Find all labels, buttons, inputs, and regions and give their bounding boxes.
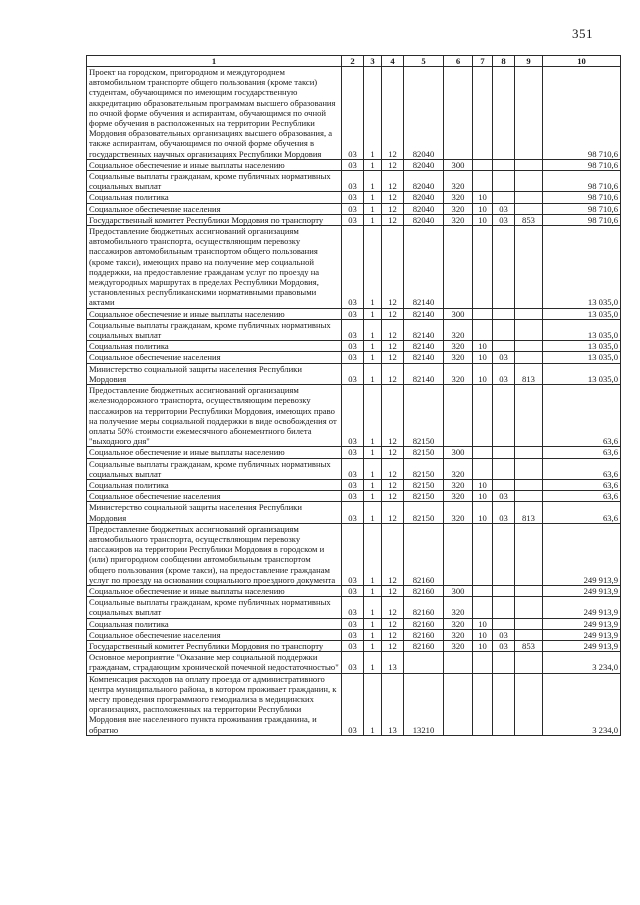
row-code-c9 <box>515 491 543 502</box>
row-code-c5: 82140 <box>404 226 444 309</box>
row-code-c9 <box>515 458 543 479</box>
row-code-c2: 03 <box>342 447 364 458</box>
row-code-c4: 12 <box>382 192 404 203</box>
row-code-c6: 320 <box>444 203 473 214</box>
row-amount: 249 913,9 <box>543 629 621 640</box>
row-code-c9 <box>515 171 543 192</box>
row-code-c8 <box>493 192 515 203</box>
row-code-c8 <box>493 479 515 490</box>
row-code-c6 <box>444 652 473 673</box>
row-code-c4: 12 <box>382 458 404 479</box>
row-code-c2: 03 <box>342 629 364 640</box>
row-code-c3: 1 <box>364 640 382 651</box>
row-amount: 98 710,6 <box>543 171 621 192</box>
row-code-c5: 82160 <box>404 523 444 585</box>
row-code-c3: 1 <box>364 652 382 673</box>
row-code-c2: 03 <box>342 341 364 352</box>
row-code-c5: 82140 <box>404 363 444 384</box>
row-code-c9 <box>515 523 543 585</box>
page-number: 351 <box>572 26 593 41</box>
table-row <box>87 308 621 319</box>
row-code-c6: 320 <box>444 192 473 203</box>
table-row <box>87 597 621 618</box>
row-code-c2: 03 <box>342 203 364 214</box>
row-code-c9: 853 <box>515 640 543 651</box>
row-code-c8: 03 <box>493 363 515 384</box>
row-code-c4: 12 <box>382 597 404 618</box>
row-code-c2: 03 <box>342 352 364 363</box>
row-code-c8 <box>493 618 515 629</box>
row-code-c5: 82140 <box>404 352 444 363</box>
row-code-c4: 12 <box>382 585 404 596</box>
col-header: 8 <box>493 56 515 67</box>
table-row <box>87 491 621 502</box>
row-label: Министерство социальной защиты населения Республики Мордовия <box>87 363 342 384</box>
row-code-c6 <box>444 523 473 585</box>
row-code-c4: 12 <box>382 502 404 523</box>
row-code-c3: 1 <box>364 214 382 225</box>
row-code-c9 <box>515 479 543 490</box>
row-code-c6: 320 <box>444 341 473 352</box>
row-code-c5: 82160 <box>404 585 444 596</box>
row-code-c6: 300 <box>444 585 473 596</box>
row-code-c6: 320 <box>444 352 473 363</box>
row-code-c4: 12 <box>382 352 404 363</box>
table-row <box>87 226 621 309</box>
row-code-c9 <box>515 385 543 447</box>
row-amount: 98 710,6 <box>543 192 621 203</box>
row-code-c6: 320 <box>444 491 473 502</box>
row-code-c7 <box>473 159 493 170</box>
row-code-c7 <box>473 67 493 160</box>
row-code-c4: 12 <box>382 640 404 651</box>
row-label: Социальное обеспечение и иные выплаты населению <box>87 159 342 170</box>
row-code-c8: 03 <box>493 352 515 363</box>
row-code-c6 <box>444 673 473 735</box>
row-code-c5: 82040 <box>404 203 444 214</box>
row-label: Социальное обеспечение населения <box>87 491 342 502</box>
row-code-c7: 10 <box>473 491 493 502</box>
row-label: Предоставление бюджетных ассигнований организациям автомобильного транспорта, осуществляющим перевозку пассажиров автомобильным транспортом общего пользования (кроме такси), имеющих право на получение мер социальной поддержки, на предоставление гражданам услуг по проезду на междугородных маршрутах в пределах Республики Мордовия, установленных республиканскими нормативными правовыми актами <box>87 226 342 309</box>
row-amount: 63,6 <box>543 458 621 479</box>
row-code-c5: 82150 <box>404 458 444 479</box>
row-code-c3: 1 <box>364 341 382 352</box>
row-code-c4: 12 <box>382 447 404 458</box>
row-code-c7 <box>473 226 493 309</box>
row-code-c9 <box>515 629 543 640</box>
row-code-c7: 10 <box>473 192 493 203</box>
row-code-c5: 82160 <box>404 618 444 629</box>
row-amount: 13 035,0 <box>543 352 621 363</box>
row-code-c3: 1 <box>364 479 382 490</box>
row-code-c7 <box>473 523 493 585</box>
row-code-c3: 1 <box>364 226 382 309</box>
row-code-c3: 1 <box>364 67 382 160</box>
row-code-c6 <box>444 226 473 309</box>
table-row <box>87 192 621 203</box>
row-code-c8 <box>493 319 515 340</box>
row-code-c9 <box>515 203 543 214</box>
row-code-c2: 03 <box>342 308 364 319</box>
row-code-c3: 1 <box>364 585 382 596</box>
row-code-c5: 82150 <box>404 479 444 490</box>
row-label: Государственный комитет Республики Мордовия по транспорту <box>87 640 342 651</box>
row-code-c7 <box>473 447 493 458</box>
table-row <box>87 352 621 363</box>
row-amount: 13 035,0 <box>543 341 621 352</box>
row-code-c4: 12 <box>382 479 404 490</box>
row-label: Социальное обеспечение и иные выплаты населению <box>87 308 342 319</box>
row-code-c8: 03 <box>493 214 515 225</box>
row-code-c6 <box>444 67 473 160</box>
row-amount: 98 710,6 <box>543 67 621 160</box>
row-code-c7 <box>473 171 493 192</box>
row-label: Социальное обеспечение населения <box>87 352 342 363</box>
row-code-c6: 320 <box>444 597 473 618</box>
row-code-c2: 03 <box>342 192 364 203</box>
row-label: Министерство социальной защиты населения Республики Мордовия <box>87 502 342 523</box>
row-code-c9 <box>515 192 543 203</box>
table-row <box>87 479 621 490</box>
row-code-c2: 03 <box>342 67 364 160</box>
row-code-c6: 320 <box>444 640 473 651</box>
row-code-c7 <box>473 652 493 673</box>
row-code-c7: 10 <box>473 203 493 214</box>
row-label: Социальная политика <box>87 618 342 629</box>
row-code-c4: 12 <box>382 203 404 214</box>
row-code-c8 <box>493 67 515 160</box>
row-code-c2: 03 <box>342 214 364 225</box>
row-code-c8: 03 <box>493 502 515 523</box>
row-code-c4: 12 <box>382 159 404 170</box>
row-code-c3: 1 <box>364 319 382 340</box>
row-code-c4: 12 <box>382 319 404 340</box>
col-header: 1 <box>87 56 342 67</box>
row-amount: 63,6 <box>543 447 621 458</box>
row-code-c8: 03 <box>493 640 515 651</box>
row-amount: 98 710,6 <box>543 203 621 214</box>
row-code-c9 <box>515 319 543 340</box>
row-code-c4: 12 <box>382 491 404 502</box>
row-code-c2: 03 <box>342 523 364 585</box>
row-code-c6: 320 <box>444 618 473 629</box>
row-label: Предоставление бюджетных ассигнований организациям железнодорожного транспорта, осуществляющим перевозку пассажиров на территории Республики Мордовия, имеющих право на получение меры социальной поддержки в виде освобождения от оплаты 50% стоимости ежемесячного абонементного билета "выходного дня" <box>87 385 342 447</box>
row-code-c2: 03 <box>342 640 364 651</box>
row-amount: 249 913,9 <box>543 618 621 629</box>
row-code-c4: 12 <box>382 67 404 160</box>
row-code-c8 <box>493 585 515 596</box>
col-header: 7 <box>473 56 493 67</box>
table-row <box>87 640 621 651</box>
row-code-c7 <box>473 319 493 340</box>
row-amount: 63,6 <box>543 479 621 490</box>
row-code-c3: 1 <box>364 458 382 479</box>
table-row <box>87 618 621 629</box>
table-row <box>87 447 621 458</box>
row-code-c7: 10 <box>473 640 493 651</box>
table-row <box>87 673 621 735</box>
col-header: 4 <box>382 56 404 67</box>
row-code-c8: 03 <box>493 203 515 214</box>
row-code-c7: 10 <box>473 352 493 363</box>
row-amount: 249 913,9 <box>543 640 621 651</box>
row-amount: 63,6 <box>543 502 621 523</box>
row-code-c6: 320 <box>444 479 473 490</box>
row-code-c8 <box>493 597 515 618</box>
row-code-c9 <box>515 447 543 458</box>
row-label: Социальные выплаты гражданам, кроме публичных нормативных социальных выплат <box>87 171 342 192</box>
row-code-c5: 82150 <box>404 385 444 447</box>
row-code-c4: 12 <box>382 214 404 225</box>
row-code-c8 <box>493 308 515 319</box>
row-code-c6: 320 <box>444 502 473 523</box>
row-code-c6: 320 <box>444 319 473 340</box>
row-code-c3: 1 <box>364 352 382 363</box>
row-label: Социальное обеспечение и иные выплаты населению <box>87 585 342 596</box>
row-amount: 3 234,0 <box>543 673 621 735</box>
row-code-c2: 03 <box>342 363 364 384</box>
row-amount: 249 913,9 <box>543 585 621 596</box>
row-amount: 98 710,6 <box>543 214 621 225</box>
budget-table <box>86 55 621 736</box>
row-code-c4: 13 <box>382 652 404 673</box>
row-code-c7: 10 <box>473 363 493 384</box>
row-code-c7: 10 <box>473 341 493 352</box>
row-code-c3: 1 <box>364 159 382 170</box>
row-code-c5: 82040 <box>404 192 444 203</box>
row-code-c7 <box>473 673 493 735</box>
row-label: Проект на городском, пригородном и междугороднем автомобильном транспорте общего пользования (кроме такси) студентам, обучающимся по имеющим государственную аккредитацию образовательным программам высшего образования по очной форме обучения и аспирантам, обучающимся по очной форме обучения в расположенных на территории Республики Мордовия образовательных организациях высшего образования, а также аспирантам, обучающимся по очной форме обучения в государственных научных организациях Республики Мордовия <box>87 67 342 160</box>
row-code-c6: 320 <box>444 363 473 384</box>
row-code-c7: 10 <box>473 214 493 225</box>
row-code-c6: 320 <box>444 171 473 192</box>
row-code-c6: 320 <box>444 458 473 479</box>
row-code-c5: 82140 <box>404 319 444 340</box>
row-code-c3: 1 <box>364 363 382 384</box>
row-code-c8 <box>493 341 515 352</box>
row-code-c5: 82040 <box>404 214 444 225</box>
table-row <box>87 502 621 523</box>
row-code-c5 <box>404 652 444 673</box>
row-code-c4: 12 <box>382 171 404 192</box>
row-code-c4: 12 <box>382 308 404 319</box>
row-code-c8 <box>493 458 515 479</box>
col-header: 9 <box>515 56 543 67</box>
row-code-c5: 82160 <box>404 640 444 651</box>
row-code-c2: 03 <box>342 652 364 673</box>
row-code-c7 <box>473 597 493 618</box>
table-row <box>87 458 621 479</box>
row-code-c8 <box>493 159 515 170</box>
table-row <box>87 203 621 214</box>
row-code-c9: 813 <box>515 502 543 523</box>
row-code-c2: 03 <box>342 585 364 596</box>
row-code-c5: 82150 <box>404 447 444 458</box>
col-header: 6 <box>444 56 473 67</box>
row-code-c9: 813 <box>515 363 543 384</box>
row-code-c5: 82150 <box>404 491 444 502</box>
col-header: 3 <box>364 56 382 67</box>
table-row <box>87 629 621 640</box>
row-code-c3: 1 <box>364 673 382 735</box>
table-row <box>87 214 621 225</box>
row-code-c5: 82140 <box>404 308 444 319</box>
row-amount: 13 035,0 <box>543 226 621 309</box>
row-code-c7: 10 <box>473 479 493 490</box>
row-label: Социальная политика <box>87 479 342 490</box>
col-header: 2 <box>342 56 364 67</box>
row-code-c2: 03 <box>342 226 364 309</box>
row-code-c7 <box>473 585 493 596</box>
row-label: Социальные выплаты гражданам, кроме публичных нормативных социальных выплат <box>87 597 342 618</box>
row-code-c7 <box>473 458 493 479</box>
row-label: Социальная политика <box>87 341 342 352</box>
row-code-c4: 12 <box>382 523 404 585</box>
row-code-c4: 12 <box>382 385 404 447</box>
row-code-c5: 82040 <box>404 171 444 192</box>
table-row <box>87 585 621 596</box>
row-code-c7: 10 <box>473 629 493 640</box>
row-code-c2: 03 <box>342 673 364 735</box>
row-code-c9 <box>515 652 543 673</box>
row-code-c7 <box>473 385 493 447</box>
row-code-c8 <box>493 673 515 735</box>
row-code-c6 <box>444 385 473 447</box>
row-code-c8 <box>493 523 515 585</box>
row-code-c6: 300 <box>444 159 473 170</box>
row-code-c5: 82160 <box>404 629 444 640</box>
row-code-c6: 320 <box>444 214 473 225</box>
row-label: Социальное обеспечение населения <box>87 203 342 214</box>
row-code-c4: 13 <box>382 673 404 735</box>
row-code-c9 <box>515 597 543 618</box>
row-code-c2: 03 <box>342 597 364 618</box>
row-code-c5: 13210 <box>404 673 444 735</box>
table-row <box>87 171 621 192</box>
row-code-c5: 82140 <box>404 341 444 352</box>
row-code-c4: 12 <box>382 363 404 384</box>
row-code-c2: 03 <box>342 159 364 170</box>
table-row <box>87 523 621 585</box>
row-code-c4: 12 <box>382 341 404 352</box>
row-code-c8: 03 <box>493 491 515 502</box>
row-code-c8 <box>493 447 515 458</box>
row-code-c3: 1 <box>364 523 382 585</box>
row-code-c7: 10 <box>473 618 493 629</box>
row-amount: 98 710,6 <box>543 159 621 170</box>
row-code-c2: 03 <box>342 385 364 447</box>
col-header: 10 <box>543 56 621 67</box>
row-code-c3: 1 <box>364 385 382 447</box>
row-code-c3: 1 <box>364 192 382 203</box>
row-amount: 13 035,0 <box>543 308 621 319</box>
row-code-c3: 1 <box>364 308 382 319</box>
table-row <box>87 341 621 352</box>
row-code-c5: 82040 <box>404 67 444 160</box>
row-code-c5: 82160 <box>404 597 444 618</box>
row-code-c6: 320 <box>444 629 473 640</box>
row-code-c3: 1 <box>364 502 382 523</box>
row-label: Социальные выплаты гражданам, кроме публичных нормативных социальных выплат <box>87 319 342 340</box>
row-code-c9 <box>515 618 543 629</box>
row-code-c9 <box>515 352 543 363</box>
table-row <box>87 67 621 160</box>
row-label: Компенсация расходов на оплату проезда от административного центра муниципального района, в котором проживает гражданин, к месту проведения программного гемодиализа в медицинских организациях, расположенных на территории Республики Мордовия вне населенного пункта проживания гражданина, и обратно <box>87 673 342 735</box>
row-label: Социальные выплаты гражданам, кроме публичных нормативных социальных выплат <box>87 458 342 479</box>
row-label: Основное мероприятие "Оказание мер социальной поддержки гражданам, страдающим хронической почечной недостаточностью" <box>87 652 342 673</box>
row-code-c9 <box>515 226 543 309</box>
row-code-c4: 12 <box>382 618 404 629</box>
row-code-c7 <box>473 308 493 319</box>
row-code-c8 <box>493 652 515 673</box>
row-code-c5: 82040 <box>404 159 444 170</box>
row-amount: 13 035,0 <box>543 363 621 384</box>
row-code-c9 <box>515 673 543 735</box>
row-code-c9 <box>515 159 543 170</box>
row-code-c9 <box>515 67 543 160</box>
col-header: 5 <box>404 56 444 67</box>
row-code-c4: 12 <box>382 629 404 640</box>
row-code-c5: 82150 <box>404 502 444 523</box>
table-row <box>87 652 621 673</box>
row-code-c2: 03 <box>342 458 364 479</box>
row-code-c9 <box>515 341 543 352</box>
row-amount: 63,6 <box>543 385 621 447</box>
row-code-c2: 03 <box>342 618 364 629</box>
row-code-c3: 1 <box>364 618 382 629</box>
row-code-c2: 03 <box>342 491 364 502</box>
row-code-c6: 300 <box>444 447 473 458</box>
row-code-c3: 1 <box>364 629 382 640</box>
row-code-c2: 03 <box>342 479 364 490</box>
row-code-c7: 10 <box>473 502 493 523</box>
row-code-c9 <box>515 308 543 319</box>
table-row <box>87 319 621 340</box>
row-code-c3: 1 <box>364 597 382 618</box>
table-row <box>87 363 621 384</box>
table-row <box>87 159 621 170</box>
table-row <box>87 385 621 447</box>
row-label: Предоставление бюджетных ассигнований организациям автомобильного транспорта, осуществляющим перевозку пассажиров на территории Республики Мордовия в городском и (или) пригородном сообщении автомобильным транспортом общего пользования (кроме такси), на предоставление гражданам услуг по проезду на основании социального проездного документа <box>87 523 342 585</box>
row-code-c8 <box>493 171 515 192</box>
row-amount: 249 913,9 <box>543 523 621 585</box>
row-code-c4: 12 <box>382 226 404 309</box>
row-code-c9: 853 <box>515 214 543 225</box>
row-amount: 3 234,0 <box>543 652 621 673</box>
row-code-c6: 300 <box>444 308 473 319</box>
row-label: Социальная политика <box>87 192 342 203</box>
row-label: Государственный комитет Республики Мордовия по транспорту <box>87 214 342 225</box>
row-code-c2: 03 <box>342 319 364 340</box>
row-code-c2: 03 <box>342 502 364 523</box>
row-code-c8 <box>493 385 515 447</box>
row-amount: 13 035,0 <box>543 319 621 340</box>
row-code-c8: 03 <box>493 629 515 640</box>
row-amount: 249 913,9 <box>543 597 621 618</box>
row-code-c8 <box>493 226 515 309</box>
row-label: Социальное обеспечение и иные выплаты населению <box>87 447 342 458</box>
row-code-c9 <box>515 585 543 596</box>
row-code-c3: 1 <box>364 491 382 502</box>
row-code-c3: 1 <box>364 203 382 214</box>
header-row <box>87 56 621 67</box>
row-code-c2: 03 <box>342 171 364 192</box>
row-code-c3: 1 <box>364 447 382 458</box>
row-amount: 63,6 <box>543 491 621 502</box>
row-label: Социальное обеспечение населения <box>87 629 342 640</box>
row-code-c3: 1 <box>364 171 382 192</box>
